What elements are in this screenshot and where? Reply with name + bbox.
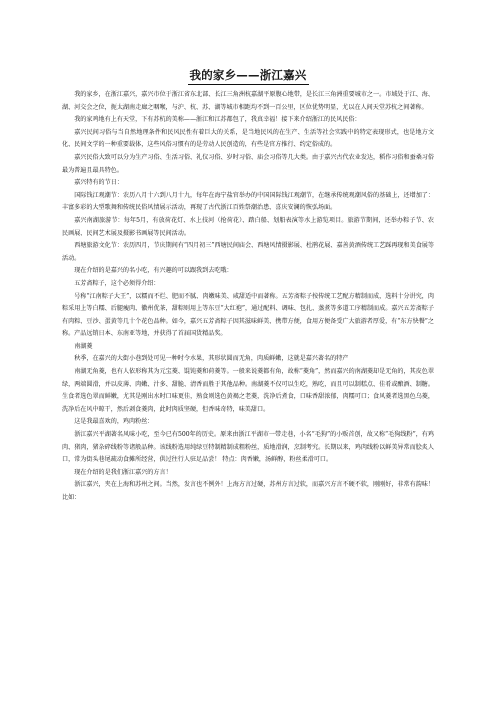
document-body [62,89,434,505]
paragraph: 嘉兴民俗大致可以分为生产习俗、生活习俗、礼仪习俗、岁时习俗、庙会习俗等几大类。由于嘉兴古代农业发达，稻作习俗和蚕桑习俗最为普遍且最具特色。 [62,153,434,174]
paragraph: 五芳斋粽子，这个必须得介绍： [74,279,160,287]
paragraph: 嘉兴特有的节日： [74,179,123,187]
paragraph: 南湖无角菱，也有人依形称其为元宝菱、馄饨菱和荷菱等。一般来说菱都有角，故称“菱角”，然而嘉兴的南湖菱却是无角的，其皮色翠绿，两端圆滑，并以皮薄、肉嫩、汁多、甜脆、清香而胜于其他品种。南湖菱不仅可以生吃，熟吃，而且可以制糕点、佳肴或酿酒、制糖。生食者选色翠而鲜嫩，尤其是刚出水时口味更佳，熟食则选色黄褐之老菱，洗净后煮食，口味香甜浓郁，肉糯可口；食风菱者选黑色乌菱，洗净后在风中晾干，然后剥食菱肉，此时肉质坚硬，但香味奇特，味美甜口。 [62,368,434,413]
paragraph: 浙江嘉兴，夹在上海和苏州之间。当然，发言也不例外！上海方言过硬，苏州方言过软，而嘉兴方言不硬不软，刚刚好，非常有韵味！比如： [62,481,434,501]
paragraph: 嘉兴南湖旅游节：每年5月，有放荷花灯、水上技河（抢荷花）、踏白船、划船表演等水上游览项目。旅游节期间，还举办粽子节、农民画展、民间艺术展及摄影书画展等民间活动。 [62,216,434,237]
paragraph: 我的家乡，在浙江嘉兴，嘉兴市位于浙江省东北部、长江三角洲杭嘉湖平原腹心地带，是长江三角洲重要城市之一。市域处于江、海、湖、河交会之位，扼太湖南走廊之咽喉，与沪、杭、苏、湖等城市相距均不到一百公里，区位优势明显，尤以在人间天堂苏杭之间著称。 [62,91,434,111]
title-container [62,64,434,85]
document-title: 我的家乡——浙江嘉兴 [188,67,309,85]
paragraph: 嘉兴民间习俗与当自然地理条件和民风民性有着巨大的关系，是当地民风的在生产、生活等社会实践中的特定表现形式，也是地方文化、民间文学的一种重要载体，这些风俗习惯有的是劳动人民创造的，有些是官方推行、约定俗成的。 [62,128,434,149]
paragraph: 我的家鸡地有上有天堂，下有苏杭的美称——浙江和江苏都包了，我真幸福！接下来介绍浙江的民风民俗： [74,116,361,124]
paragraph: 现在介绍的是我们浙江嘉兴的方言！ [74,468,172,476]
paragraph: 国际钱江观潮节：农历八月十六到八月十九，每年在海宁盐官举办的中国国际钱江观潮节，在继承传统观潮风俗的基础上，还增加了：丰富多彩的大型歌舞和传统民俗风情展示活动，再现了古代浙江百姓祭潮治患、喜庆安澜的恢弘场面。 [62,191,434,212]
paragraph: 南湖菱 [74,342,93,350]
paragraph: 秋季，在嘉兴的大街小巷到处可见一种时令水果，其形状圆而无角，肉质鲜嫩，这就是嘉兴著名的特产 [74,355,349,363]
paragraph: 号称“江南粽子大王”，以糯而不烂、肥而不腻、肉嫩味美、咸甜适中而著称。五芳斋粽子按传统工艺配方精制而成，选料十分讲究，肉粽采用上等白糯、后腿瘦肉、徽州优茶，甜粽则用上等东豆“大红袍”，通过配料、调味、包扎、蒸煮等多道工序精制而成。嘉兴五芳斋粽子有肉粽、豆沙、蛋黄等几十个花色品种。如今，嘉兴五芳斋粽子因其滋味鲜美、携带方便，食用方便备受广大旅游者厚爱，有“东方快餐”之称。产品远销日本、东南亚等地，并获得了首届国货精品奖。 [62,292,434,338]
document-page [62,64,434,505]
paragraph: 现在介绍的是嘉兴的名小吃，有兴趣的可以跟我到去吃哦： [74,267,233,275]
paragraph: 浙江嘉兴平湖著名风味小吃，至今已有500年的历史。原来由浙江平湖市一带走巷，小名“毛狗”的小贩首创，故又称“毛狗线粉”，有鸡肉、猪肉，猪杂碎线粉等诸般品种。该线粉选用纯绿豆特制精制成粗粉丝，质地滑润，烹制考究。长期以来，鸡肉线粉以鲜美异常而脍炙人口，常为街头巷尾疏动食摊所经营，供过往行人驻足品尝！ 特点：肉香嫩，汤鲜醇，粉丝柔滑可口。 [62,431,434,464]
paragraph: 这是我最喜欢的，鸡肉粉丝： [74,418,154,426]
paragraph: 西塘旅游文化节：农历四月，节庆期间有“四月初三”西塘民间庙会、西塘风情摄影展、杜鹃花展、嘉善黄酒传统工艺踩再现和美食展等活动。 [62,242,434,262]
